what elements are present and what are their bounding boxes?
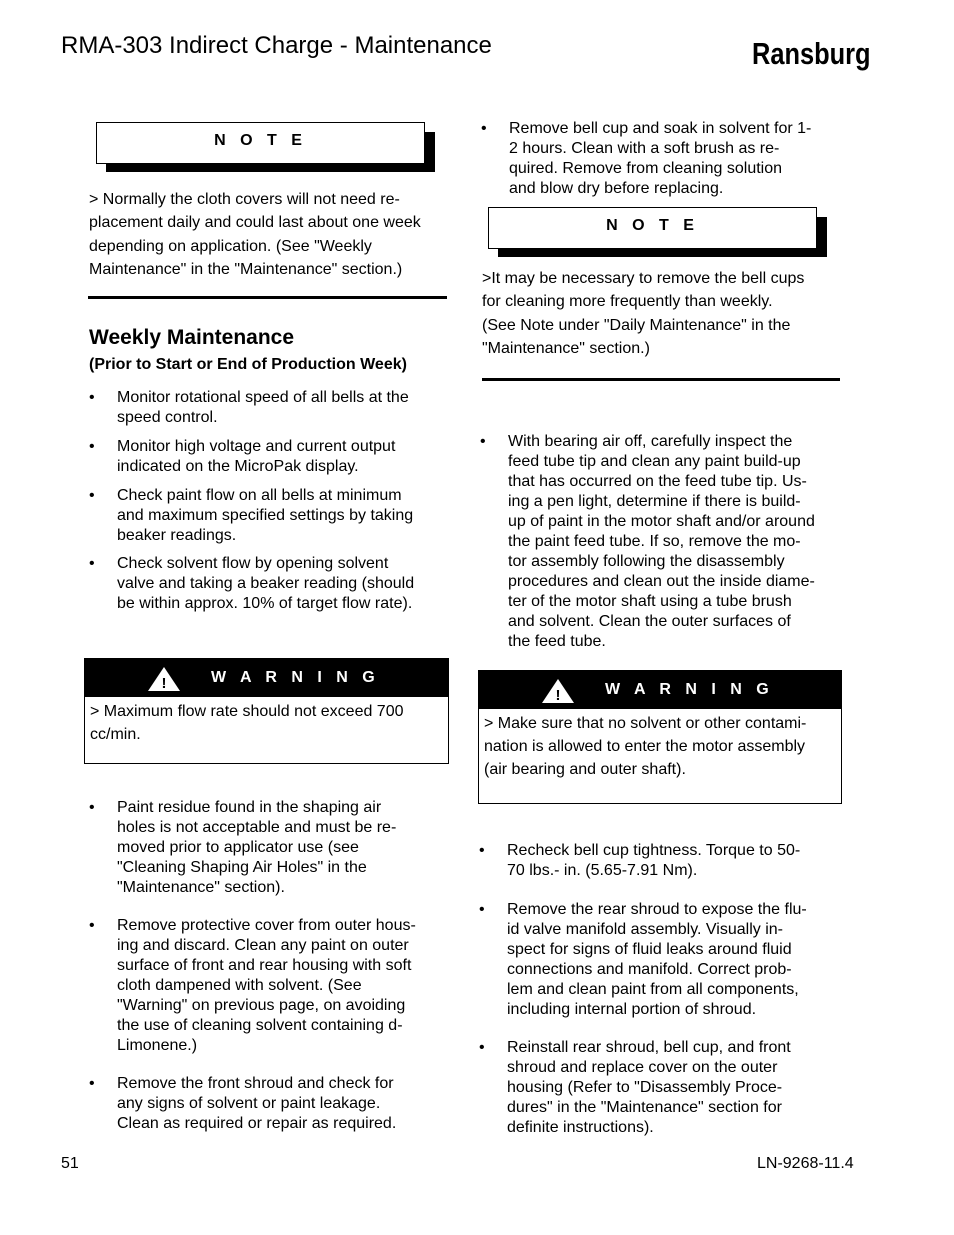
text-line: valve and taking a beaker reading (should xyxy=(117,575,415,592)
text-line: shroud and replace cover on the outer xyxy=(507,1059,778,1076)
bullet-icon: • xyxy=(89,487,95,504)
text-line: quired. Remove from cleaning solution xyxy=(509,160,783,177)
text-line: tor assembly following the disassembly xyxy=(508,553,785,570)
text-line: ing a pen light, determine if there is build- xyxy=(508,493,801,510)
text-line: and maximum specified settings by taking xyxy=(117,507,414,524)
text-line: for cleaning more frequently than weekly. xyxy=(482,293,773,311)
text-line: Monitor high voltage and current output xyxy=(117,438,396,455)
bullet-icon: • xyxy=(479,1039,485,1056)
brand-text: Ransburg xyxy=(752,36,871,72)
text-line: placement daily and could last about one week xyxy=(89,214,421,232)
text-line: Maintenance" in the "Maintenance" section.) xyxy=(89,260,403,278)
text-line: Remove bell cup and soak in solvent for 1- xyxy=(509,120,812,137)
text-line: connections and manifold. Correct prob- xyxy=(507,961,792,978)
text-line: ing and discard. Clean any paint on outer xyxy=(117,937,409,954)
text-line: feed tube tip and clean any paint build-up xyxy=(508,453,801,470)
text-line: beaker readings. xyxy=(117,527,237,544)
text-line: up of paint in the motor shaft and/or around xyxy=(508,513,815,530)
bullet-icon: • xyxy=(89,389,95,406)
bullet-icon: • xyxy=(479,901,485,918)
bullet-icon: • xyxy=(480,433,486,450)
text-line: Remove the front shroud and check for xyxy=(117,1075,394,1092)
note-label: N O T E xyxy=(214,132,307,149)
text-line: the feed tube. xyxy=(508,633,606,650)
text-line: nation is allowed to enter the motor assembly xyxy=(484,738,806,755)
section-subtitle: (Prior to Start or End of Production Week) xyxy=(89,356,407,373)
text-line: Check solvent flow by opening solvent xyxy=(117,555,389,572)
text-line: (See Note under "Daily Maintenance" in the xyxy=(482,316,791,334)
bullet-icon: • xyxy=(89,555,95,572)
text-line: be within approx. 10% of target flow rate). xyxy=(117,595,413,612)
text-line: Limonene.) xyxy=(117,1037,198,1054)
text-line: indicated on the MicroPak display. xyxy=(117,458,359,475)
text-line: lem and clean paint from all components, xyxy=(507,981,799,998)
text-line: Check paint flow on all bells at minimum xyxy=(117,487,402,504)
text-line: > Normally the cloth covers will not need re- xyxy=(89,191,400,208)
text-line: Clean as required or repair as required. xyxy=(117,1115,397,1132)
right-warning-box xyxy=(478,670,842,804)
text-line: that has occurred on the feed tube tip. Us- xyxy=(508,473,807,490)
page-number: 51 xyxy=(61,1155,79,1172)
text-line: Reinstall rear shroud, bell cup, and front xyxy=(507,1039,791,1056)
text-line: "Cleaning Shaping Air Holes" in the xyxy=(117,859,367,876)
bullet-icon: • xyxy=(89,917,95,934)
text-line: 2 hours. Clean with a soft brush as re- xyxy=(509,140,780,157)
text-line: cloth dampened with solvent. (See xyxy=(117,977,362,994)
svg-text:!: ! xyxy=(161,675,167,692)
text-line: including internal portion of shroud. xyxy=(507,1001,757,1018)
text-line: moved prior to applicator use (see xyxy=(117,839,359,856)
text-line: Paint residue found in the shaping air xyxy=(117,799,382,816)
warning-label: W A R N I N G xyxy=(605,681,774,698)
text-line: cc/min. xyxy=(90,726,141,743)
left-warning-box xyxy=(84,658,449,764)
ransburg-logo xyxy=(752,34,872,74)
text-line: id valve manifold assembly. Visually in- xyxy=(507,921,783,938)
svg-text:!: ! xyxy=(555,687,561,704)
text-line: any signs of solvent or paint leakage. xyxy=(117,1095,381,1112)
text-line: > Maximum flow rate should not exceed 700 xyxy=(90,703,404,720)
text-line: definite instructions). xyxy=(507,1119,654,1136)
text-line: housing (Refer to "Disassembly Proce- xyxy=(507,1079,783,1096)
bullet-icon: • xyxy=(479,842,485,859)
text-line: 70 lbs.- in. (5.65-7.91 Nm). xyxy=(507,862,698,879)
bullet-icon: • xyxy=(89,799,95,816)
text-line: dures" in the "Maintenance" section for xyxy=(507,1099,782,1116)
text-line: > Make sure that no solvent or other contami- xyxy=(484,715,807,732)
text-line: and blow dry before replacing. xyxy=(509,180,724,197)
text-line: "Warning" on previous page, on avoiding xyxy=(117,997,406,1014)
note-label: N O T E xyxy=(606,217,699,234)
bullet-icon: • xyxy=(89,1075,95,1092)
text-line: (air bearing and outer shaft). xyxy=(484,761,686,778)
page-title: RMA-303 Indirect Charge - Maintenance xyxy=(61,32,492,59)
warning-label: W A R N I N G xyxy=(211,669,380,686)
text-line: speed control. xyxy=(117,409,218,426)
text-line: Remove protective cover from outer hous- xyxy=(117,917,416,934)
text-line: depending on application. (See "Weekly xyxy=(89,237,372,255)
text-line: "Maintenance" section). xyxy=(117,879,285,896)
text-line: ter of the motor shaft using a tube brush xyxy=(508,593,792,610)
warning-icon xyxy=(541,678,575,704)
text-line: >It may be necessary to remove the bell cups xyxy=(482,270,805,287)
right-note-text xyxy=(482,267,847,360)
text-line: Remove the rear shroud to expose the flu- xyxy=(507,901,807,918)
section-title: Weekly Maintenance xyxy=(89,326,295,349)
text-line: "Maintenance" section.) xyxy=(482,339,650,357)
text-line: Monitor rotational speed of all bells at the xyxy=(117,389,409,406)
bullet-icon: • xyxy=(481,120,487,137)
text-line: Recheck bell cup tightness. Torque to 50- xyxy=(507,842,801,859)
warning-icon xyxy=(147,666,181,692)
text-line: surface of front and rear housing with soft xyxy=(117,957,412,974)
text-line: the paint feed tube. If so, remove the mo- xyxy=(508,533,801,550)
text-line: and solvent. Clean the outer surfaces of xyxy=(508,613,791,630)
left-note-text xyxy=(89,188,449,281)
text-line: spect for signs of fluid leaks around fluid xyxy=(507,941,792,958)
text-line: procedures and clean out the inside diame- xyxy=(508,573,815,590)
text-line: holes is not acceptable and must be re- xyxy=(117,819,397,836)
divider xyxy=(88,296,447,299)
text-line: the use of cleaning solvent containing d- xyxy=(117,1017,403,1034)
document-number: LN-9268-11.4 xyxy=(757,1155,854,1172)
divider xyxy=(482,378,840,381)
bullet-icon: • xyxy=(89,438,95,455)
text-line: With bearing air off, carefully inspect the xyxy=(508,433,793,450)
